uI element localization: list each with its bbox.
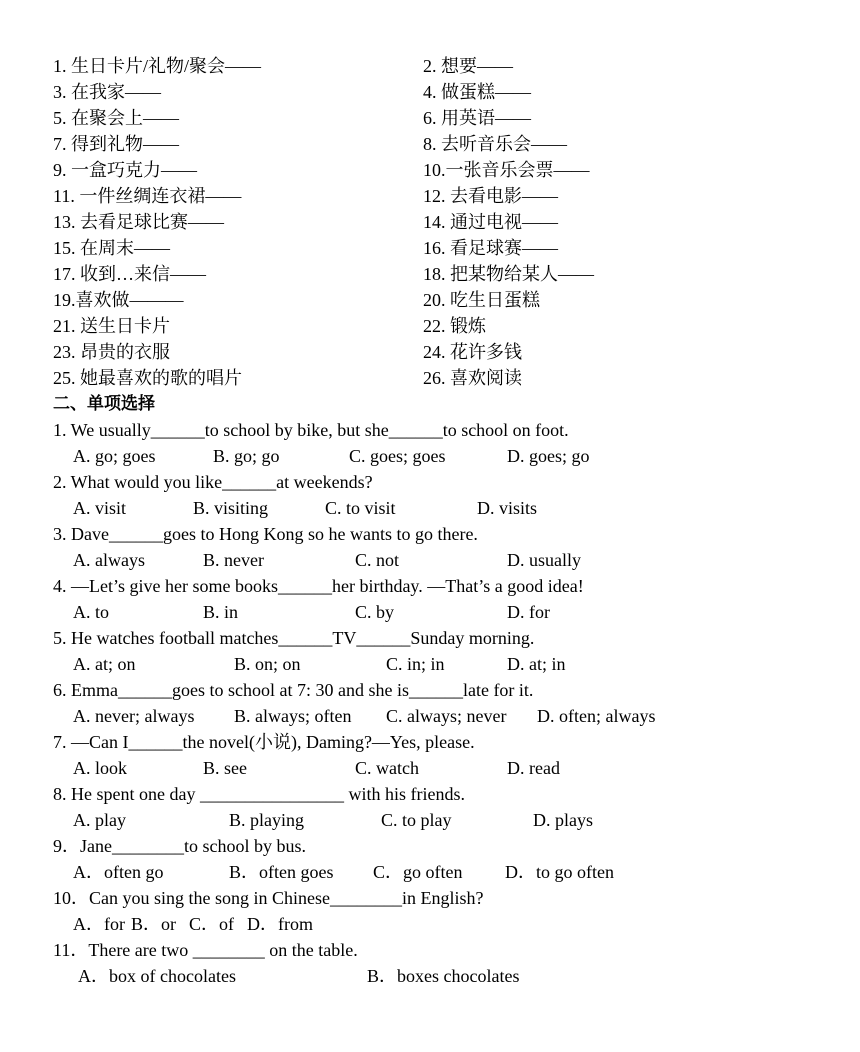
option-choice: C. goes; goes [349,446,446,466]
question-options [53,755,833,781]
option-choice: A．for [73,914,125,934]
vocab-row [53,157,813,183]
vocab-item: 2. 想要—— [423,56,513,76]
vocab-item: 20. 吃生日蛋糕 [423,290,540,310]
option-choice: D. at; in [507,654,566,674]
question-options [53,599,833,625]
question-text: 6. Emma______goes to school at 7: 30 and she is______late for it. [53,680,534,700]
vocab-item: 6. 用英语—— [423,108,531,128]
option-choice: A. play [73,810,126,830]
option-choice: B．boxes chocolates [367,966,520,986]
question-list [53,417,833,989]
option-choice: C. always; never [386,706,507,726]
option-choice: C．of [189,914,234,934]
section-title: 二、单项选择 [53,394,155,414]
question-text: 2. What would you like______at weekends? [53,472,373,492]
option-choice: D．to go often [505,862,614,882]
question-options [53,963,833,989]
question-options [53,495,833,521]
option-choice: B. in [203,602,239,622]
question-text: 1. We usually______to school by bike, but she______to school on foot. [53,420,569,440]
question-text: 11．There are two ________ on the table. [53,940,358,960]
question-options [53,547,833,573]
option-choice: B. never [203,550,264,570]
question-text: 3. Dave______goes to Hong Kong so he wants to go there. [53,524,478,544]
vocab-row [53,183,813,209]
option-choice: A. always [73,550,145,570]
option-choice: A. go; goes [73,446,156,466]
vocab-row [53,53,813,79]
vocab-item: 19.喜欢做——— [53,290,184,310]
vocab-item: 25. 她最喜欢的歌的唱片 [53,368,242,388]
vocab-item: 15. 在周末—— [53,238,170,258]
option-choice: D. visits [477,498,538,518]
vocab-row [53,287,813,313]
option-choice: A. at; on [73,654,136,674]
vocab-item: 11. 一件丝绸连衣裙—— [53,186,242,206]
vocab-row [53,209,813,235]
option-choice: B．or [131,914,176,934]
vocab-row [53,313,813,339]
vocab-item: 5. 在聚会上—— [53,108,179,128]
vocab-row [53,131,813,157]
question-options [53,807,833,833]
option-choice: B. on; on [234,654,301,674]
vocab-row [53,79,813,105]
question-options [53,443,833,469]
vocab-item: 9. 一盒巧克力—— [53,160,197,180]
option-choice: B. go; go [213,446,280,466]
option-choice: B. always; often [234,706,352,726]
question-options [53,703,833,729]
question-text: 7. —Can I______the novel(小说), Daming?—Yes, please. [53,732,475,752]
vocab-row [53,235,813,261]
option-choice: B. playing [229,810,304,830]
option-choice: A．often go [73,862,164,882]
option-choice: D. plays [533,810,593,830]
option-choice: B. see [203,758,247,778]
question-options [53,651,833,677]
option-choice: C. watch [355,758,419,778]
option-choice: D. for [507,602,550,622]
vocab-item: 17. 收到…来信—— [53,264,206,284]
option-choice: D. often; always [537,706,656,726]
vocab-row [53,339,813,365]
vocab-item: 7. 得到礼物—— [53,134,179,154]
vocab-row [53,365,813,391]
question-text: 5. He watches football matches______TV______Sunday morning. [53,628,535,648]
option-choice: B. visiting [193,498,269,518]
option-choice: A. to [73,602,109,622]
vocab-item: 13. 去看足球比赛—— [53,212,224,232]
question-options [53,911,833,937]
vocab-item: 12. 去看电影—— [423,186,558,206]
option-choice: A. visit [73,498,127,518]
question-options [53,859,833,885]
vocab-item: 21. 送生日卡片 [53,316,170,336]
option-choice: D. goes; go [507,446,590,466]
vocab-row [53,105,813,131]
vocab-item: 4. 做蛋糕—— [423,82,531,102]
vocab-item: 24. 花许多钱 [423,342,522,362]
vocab-item: 22. 锻炼 [423,316,486,336]
vocab-list [53,53,813,391]
question-text: 10．Can you sing the song in Chinese________in English? [53,888,484,908]
vocab-item: 14. 通过电视—— [423,212,558,232]
question-text: 8. He spent one day ________________ with his friends. [53,784,465,804]
option-choice: B．often goes [229,862,334,882]
vocab-item: 26. 喜欢阅读 [423,368,522,388]
vocab-item: 8. 去听音乐会—— [423,134,567,154]
vocab-item: 10.一张音乐会票—— [423,160,590,180]
vocab-item: 16. 看足球赛—— [423,238,558,258]
option-choice: C．go often [373,862,463,882]
option-choice: C. by [355,602,395,622]
option-choice: C. not [355,550,400,570]
option-choice: A. never; always [73,706,195,726]
vocab-item: 3. 在我家—— [53,82,161,102]
question-text: 9．Jane________to school by bus. [53,836,306,856]
vocab-item: 18. 把某物给某人—— [423,264,594,284]
option-choice: C. to visit [325,498,396,518]
vocab-item: 23. 昂贵的衣服 [53,342,170,362]
vocab-row [53,261,813,287]
vocab-item: 1. 生日卡片/礼物/聚会—— [53,56,262,76]
option-choice: D. read [507,758,560,778]
option-choice: A．box of chocolates [78,966,236,986]
option-choice: A. look [73,758,127,778]
question-text: 4. —Let’s give her some books______her birthday. —That’s a good idea! [53,576,584,596]
option-choice: D．from [247,914,313,934]
option-choice: D. usually [507,550,581,570]
option-choice: C. to play [381,810,452,830]
option-choice: C. in; in [386,654,445,674]
